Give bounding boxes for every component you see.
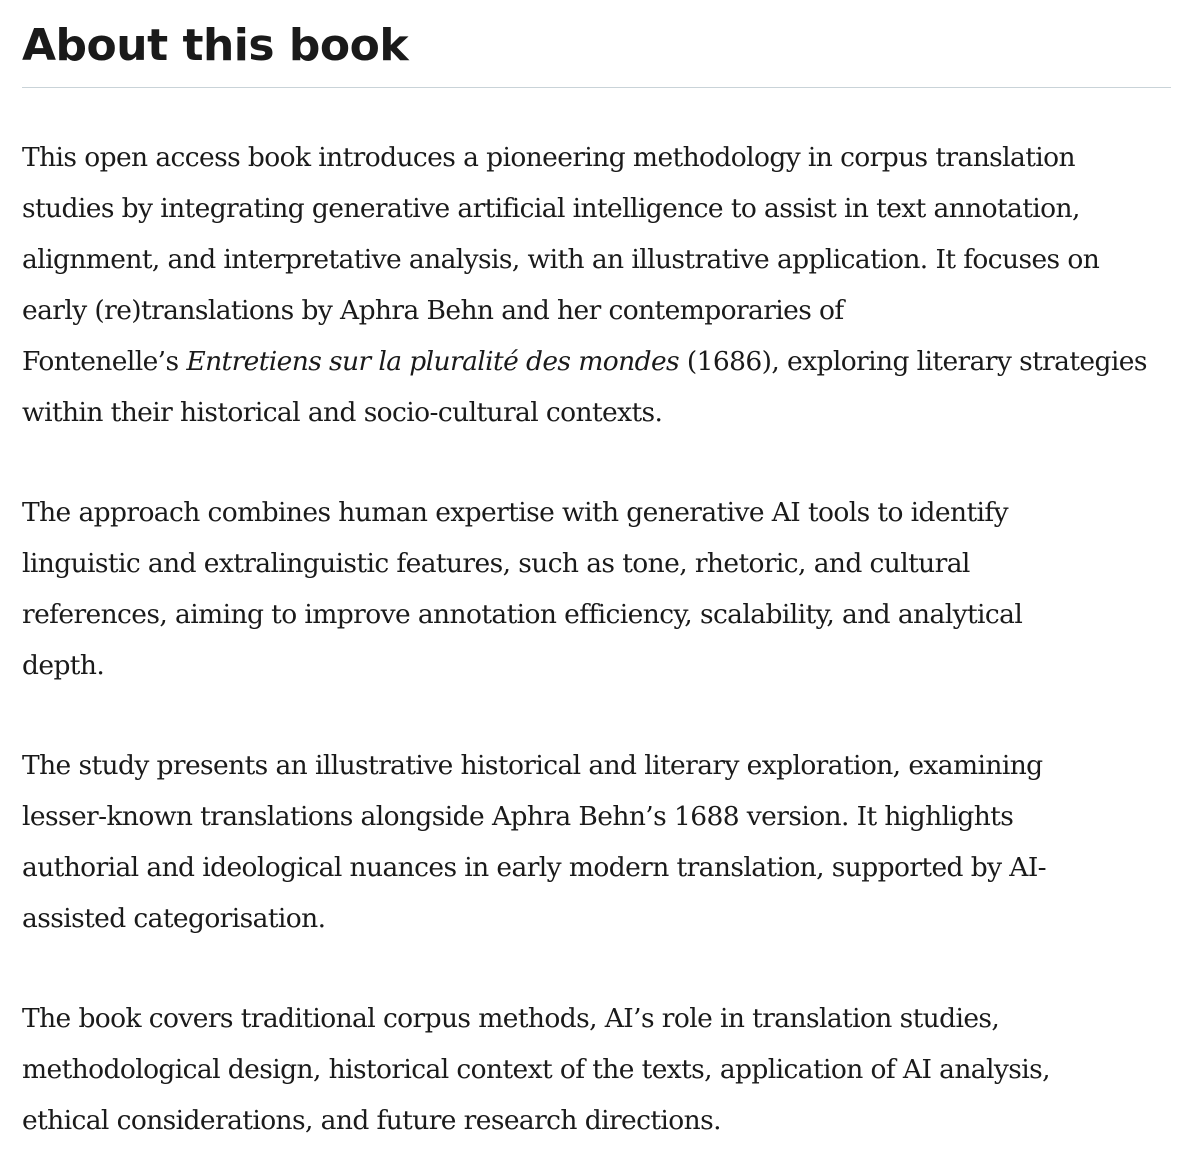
paragraph-line: depth. — [22, 650, 105, 681]
paragraph-line: within their historical and socio-cultural contexts. — [22, 397, 663, 428]
paragraph-text: (1686), exploring literary strategies — [679, 346, 1147, 377]
description-paragraph-4 — [22, 993, 1171, 1146]
paragraph-line: lesser-known translations alongside Aphra Behn’s 1688 version. It highlights — [22, 801, 1014, 832]
paragraph-line: This open access book introduces a pioneering methodology in corpus translation — [22, 142, 1075, 173]
paragraph-line: methodological design, historical context of the texts, application of AI analysis, — [22, 1054, 1050, 1085]
paragraph-line: The study presents an illustrative historical and literary exploration, examining — [22, 750, 1043, 781]
description-paragraph-2 — [22, 487, 1171, 691]
paragraph-line: early (re)translations by Aphra Behn and her contemporaries of — [22, 295, 844, 326]
description-paragraph-1 — [22, 132, 1171, 438]
paragraph-line: linguistic and extralinguistic features, such as tone, rhetoric, and cultural — [22, 548, 970, 579]
about-this-book-section — [22, 0, 1171, 1146]
description-paragraph-3 — [22, 740, 1171, 944]
paragraph-text: Fontenelle’s — [22, 346, 187, 377]
paragraph-line: studies by integrating generative artificial intelligence to assist in text annotation, — [22, 193, 1080, 224]
paragraph-line: assisted categorisation. — [22, 903, 326, 934]
title-divider — [22, 87, 1171, 88]
paragraph-line: alignment, and interpretative analysis, with an illustrative application. It focuses on — [22, 244, 1100, 275]
paragraph-line: The book covers traditional corpus methods, AI’s role in translation studies, — [22, 1003, 1000, 1034]
paragraph-line: authorial and ideological nuances in early modern translation, supported by AI- — [22, 852, 1047, 883]
paragraph-line — [22, 336, 1171, 387]
paragraph-line: The approach combines human expertise with generative AI tools to identify — [22, 497, 1008, 528]
book-title-italic: Entretiens sur la pluralité des mondes — [186, 346, 680, 377]
paragraph-line: references, aiming to improve annotation efficiency, scalability, and analytical — [22, 599, 1023, 630]
paragraph-line: ethical considerations, and future research directions. — [22, 1105, 721, 1136]
section-title: About this book — [22, 20, 409, 71]
